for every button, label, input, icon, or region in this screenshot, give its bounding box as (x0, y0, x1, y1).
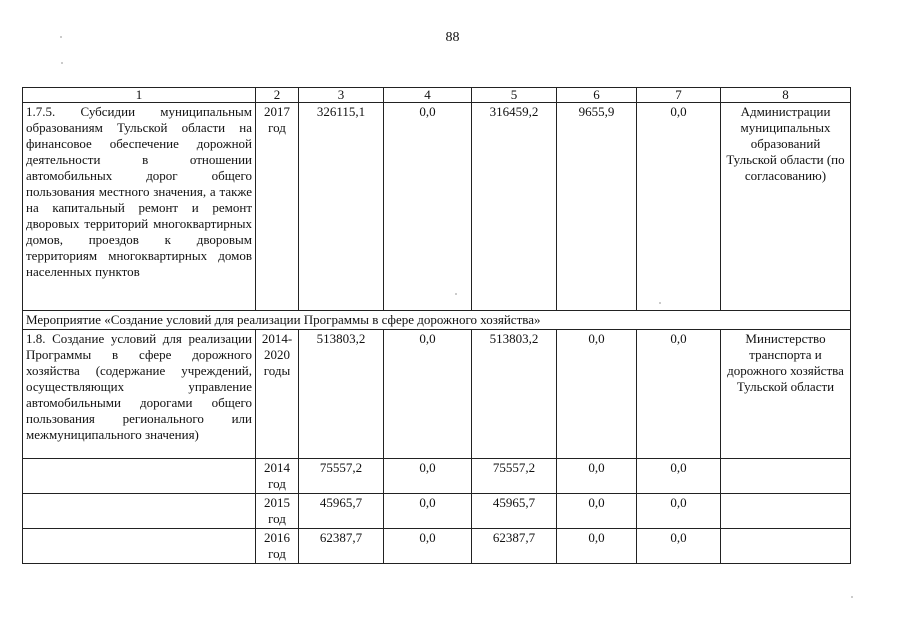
row-col5: 75557,2 (472, 459, 557, 494)
row-col7: 0,0 (637, 103, 721, 311)
row-col5: 316459,2 (472, 103, 557, 311)
row-col7: 0,0 (637, 330, 721, 459)
row-col4: 0,0 (384, 103, 472, 311)
header-cell-7: 7 (637, 88, 721, 103)
table-row (23, 330, 851, 459)
row-col7: 0,0 (637, 494, 721, 529)
row-description: 1.7.5. Субсидии муниципальным образованиям Тульской области на финансовое обеспечение дорожной деятельности в отношении автомобильных дорог общего пользования местного значения, а также на капитальный ремонт и ремонт дворовых территорий многоквартирных домов, проездов к дворовым территориям многоквартирных домов населенных пунктов (23, 103, 256, 311)
row-col4: 0,0 (384, 330, 472, 459)
scan-speck (60, 36, 62, 38)
header-cell-3: 3 (299, 88, 384, 103)
row-year: 2015 год (256, 494, 299, 529)
row-description: 1.8. Создание условий для реализации Программы в сфере дорожного хозяйства (содержание учреждений, осуществляющих управление автомобильными дорогами общего пользования регионального или межмуниципального значения) (23, 330, 256, 459)
header-cell-5: 5 (472, 88, 557, 103)
row-col5: 62387,7 (472, 529, 557, 564)
row-col3: 45965,7 (299, 494, 384, 529)
row-col6: 0,0 (557, 529, 637, 564)
row-organization (721, 459, 851, 494)
row-description (23, 529, 256, 564)
section-title: Мероприятие «Создание условий для реализации Программы в сфере дорожного хозяйства» (23, 311, 851, 330)
row-col7: 0,0 (637, 529, 721, 564)
row-organization (721, 529, 851, 564)
row-col5: 513803,2 (472, 330, 557, 459)
row-col4: 0,0 (384, 529, 472, 564)
scan-speck (851, 596, 853, 598)
row-col4: 0,0 (384, 459, 472, 494)
table-row (23, 103, 851, 311)
row-col4: 0,0 (384, 494, 472, 529)
page-number: 88 (445, 30, 460, 45)
section-row (23, 311, 851, 330)
row-col3: 513803,2 (299, 330, 384, 459)
row-col6: 0,0 (557, 330, 637, 459)
table-row (23, 459, 851, 494)
header-cell-4: 4 (384, 88, 472, 103)
header-row (23, 88, 851, 103)
row-col7: 0,0 (637, 459, 721, 494)
row-col6: 0,0 (557, 459, 637, 494)
row-year: 2014-2020 годы (256, 330, 299, 459)
row-year: 2014 год (256, 459, 299, 494)
scan-speck (455, 293, 457, 295)
row-col6: 0,0 (557, 494, 637, 529)
table-row (23, 529, 851, 564)
row-description (23, 459, 256, 494)
row-organization (721, 494, 851, 529)
scan-speck (659, 302, 661, 304)
header-cell-2: 2 (256, 88, 299, 103)
row-col3: 75557,2 (299, 459, 384, 494)
row-year: 2017 год (256, 103, 299, 311)
header-cell-1: 1 (23, 88, 256, 103)
row-col3: 62387,7 (299, 529, 384, 564)
row-col5: 45965,7 (472, 494, 557, 529)
table-row (23, 494, 851, 529)
row-description (23, 494, 256, 529)
scan-speck (61, 62, 63, 64)
row-col3: 326115,1 (299, 103, 384, 311)
program-table (22, 87, 851, 564)
row-col6: 9655,9 (557, 103, 637, 311)
row-organization: Администрации муниципальных образований Тульской области (по согласованию) (721, 103, 851, 311)
header-cell-8: 8 (721, 88, 851, 103)
header-cell-6: 6 (557, 88, 637, 103)
row-year: 2016 год (256, 529, 299, 564)
row-organization: Министерство транспорта и дорожного хозяйства Тульской области (721, 330, 851, 459)
